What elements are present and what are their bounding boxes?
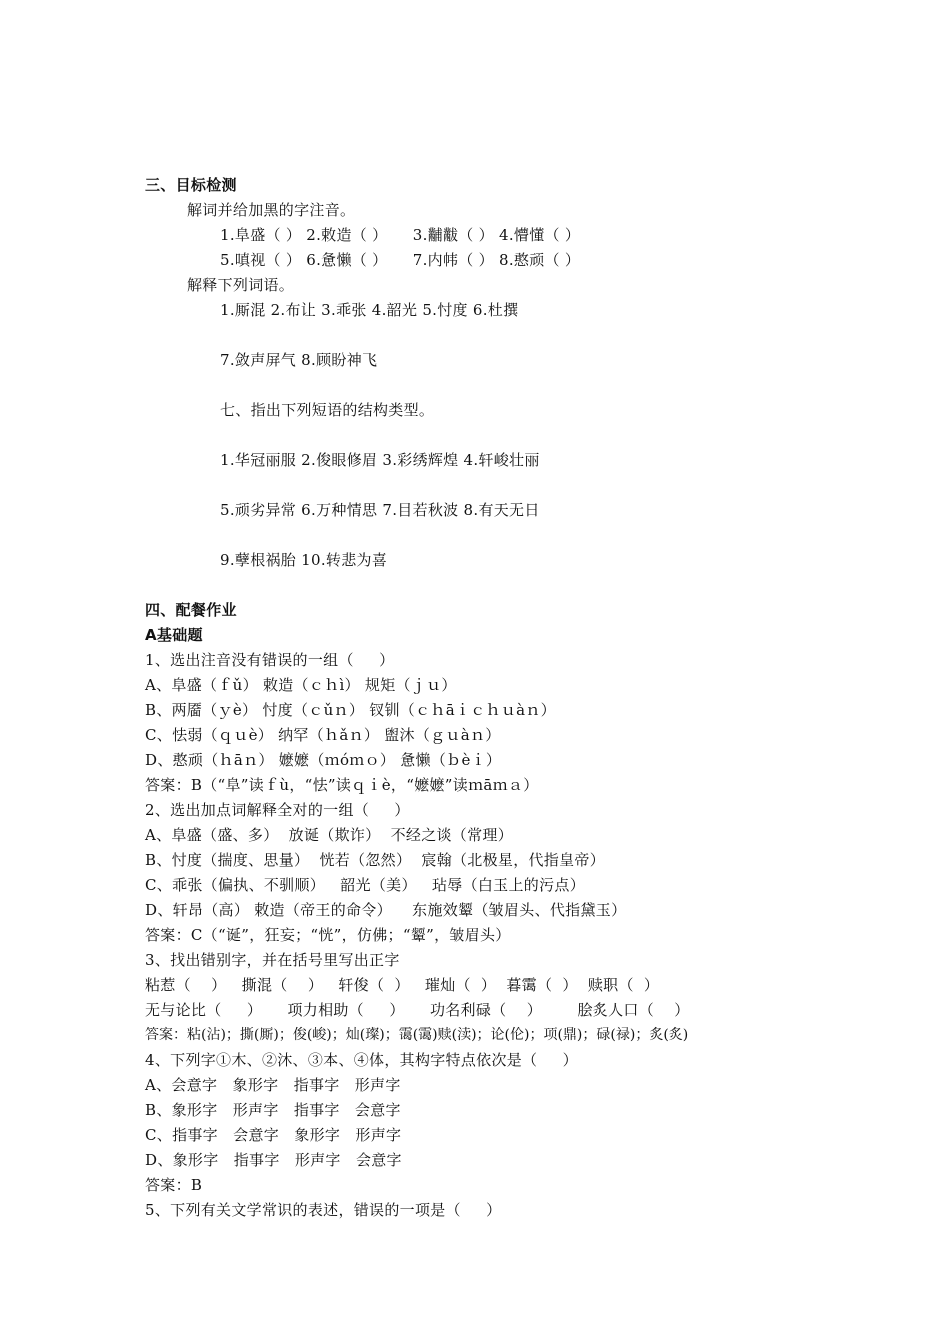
question-line: B、忖度（揣度、思量） 恍若（忽然） 宸翰（北极星，代指皇帝） [145,851,605,869]
answer-line: 答案：B（“阜”读ｆù，“怯”读ｑｉè，“嬷嬷”读ｍāｍａ） [145,776,539,794]
option-line: A、会意字 象形字 指事字 形声字 [145,1076,401,1094]
question-line: 5、下列有关文学常识的表述，错误的一项是（ ） [145,1201,502,1219]
instruction-explain: 解释下列词语。 [187,276,295,294]
question-line: 4、下列字①木、②沐、③本、④体，其构字特点依次是（ ） [145,1051,578,1069]
question-line: C、怯弱（ｑｕè） 纳罕（ｈǎｎ） 盥沐（ｇｕàｎ） [145,726,501,744]
exercise-row: 7.敛声屏气 8.顾盼神飞 [220,351,378,369]
answer-line: 答案：粘(沾)；撕(厮)；俊(峻)；灿(璨)；霭(霭)赎(渎)；论(伦)；项(鼎)；碌(禄)；炙(炙) [145,1027,689,1043]
answer-line: 答案：C（“诞”，狂妄；“恍”，仿佛；“颦”，皱眉头） [145,926,511,944]
question-line: D、轩昂（高） 敕造（帝王的命令） 东施效颦（皱眉头、代指黛玉） [145,901,627,919]
question-line: A、阜盛（盛、多） 放诞（欺诈） 不经之谈（常理） [145,826,514,844]
instruction-annotate: 解词并给加黑的字注音。 [187,201,356,219]
question-line: 无与论比（ ） 项力相助（ ） 功名利碌（ ） 脍炙人口（ ） [145,1001,690,1019]
exercise-row: 1.华冠丽服 2.俊眼修眉 3.彩绣辉煌 4.轩峻壮丽 [220,451,540,469]
question-line: 粘惹（ ） 撕混（ ） 轩俊（ ） 璀灿（ ） 暮霭（ ） 赎职（ ） [145,976,660,994]
question-line: D、憨顽（ｈāｎ） 嬷嬷（ｍóｍｏ） 惫懒（ｂèｉ） [145,751,502,769]
question-line: A、阜盛（ｆǔ） 敕造（ｃｈì） 规矩（ｊｕ） [145,676,457,694]
subsection-heading-basic: A基础题 [145,626,203,644]
exercise-subheading: 七、指出下列短语的结构类型。 [220,401,435,419]
section-heading-target-test: 三、目标检测 [145,176,237,194]
question-line: 2、选出加点词解释全对的一组（ ） [145,801,410,819]
option-line: B、象形字 形声字 指事字 会意字 [145,1101,401,1119]
question-line: 1、选出注音没有错误的一组（ ） [145,651,395,669]
question-line: B、两靥（ｙè） 忖度（ｃǔｎ） 钗钏（ｃｈāｉｃｈｕàｎ） [145,701,556,719]
option-line: D、象形字 指事字 形声字 会意字 [145,1151,402,1169]
answer-line: 答案：B [145,1176,203,1194]
option-line: C、指事字 会意字 象形字 形声字 [145,1126,402,1144]
exercise-row: 5.顽劣异常 6.万种情思 7.目若秋波 8.有天无日 [220,501,540,519]
exercise-row: 1.阜盛（ ） 2.敕造（ ） 3.黼黻（ ） 4.懵懂（ ） [220,226,581,244]
exercise-row: 1.厮混 2.布让 3.乖张 4.韶光 5.忖度 6.杜撰 [220,301,519,319]
question-line: 3、找出错别字，并在括号里写出正字 [145,951,400,969]
question-line: C、乖张（偏执、不驯顺） 韶光（美） 玷辱（白玉上的污点） [145,876,585,894]
section-heading-homework: 四、配餐作业 [145,601,237,619]
exercise-row: 9.孽根祸胎 10.转悲为喜 [220,551,388,569]
exercise-row: 5.嗔视（ ） 6.惫懒（ ） 7.内帏（ ） 8.憨顽（ ） [220,251,581,269]
